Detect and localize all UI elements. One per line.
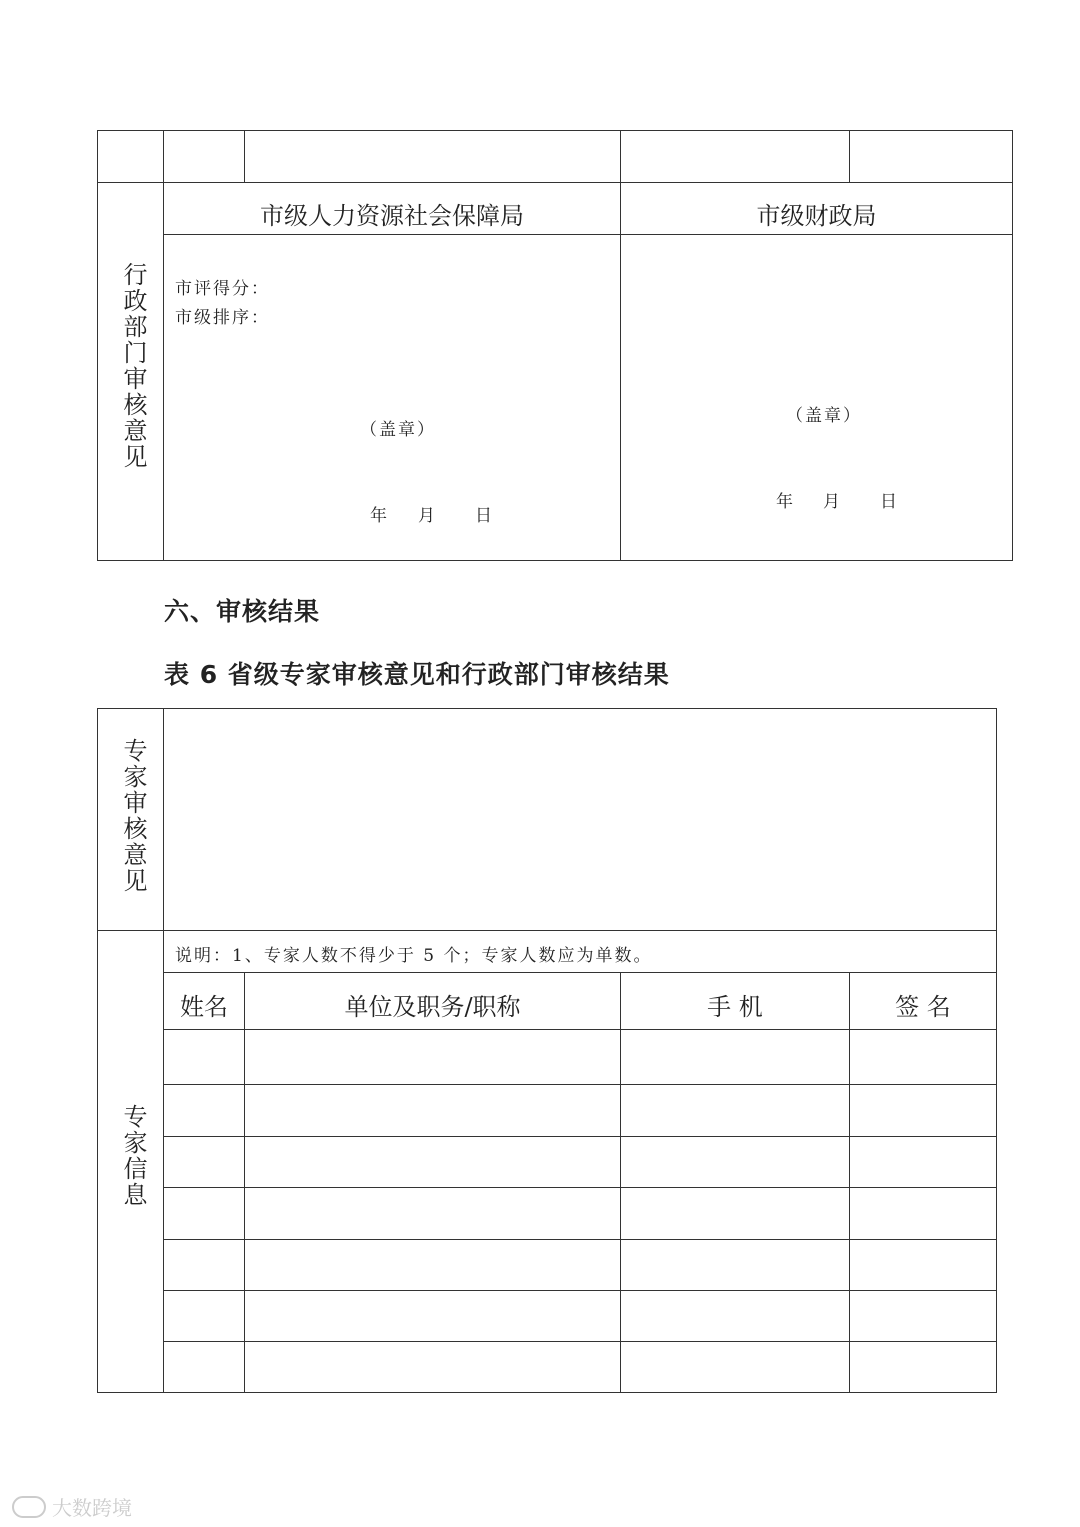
expert-note: 说明：1、专家人数不得少于 5 个；专家人数应为单数。 — [175, 946, 653, 966]
city-score-label: 市评得分： — [175, 279, 270, 299]
table6-title: 表 6 省级专家审核意见和行政部门审核结果 — [164, 660, 670, 689]
watermark-logo-icon — [12, 1496, 46, 1518]
expert-opinion-label: 专家审核意见 — [119, 738, 147, 894]
watermark: 大数跨境 — [12, 1492, 132, 1521]
admin-review-label: 行政部门审核意见 — [119, 262, 147, 470]
seal-left: （盖章） — [360, 420, 436, 440]
expert-info-label: 专家信息 — [119, 1104, 147, 1208]
col-signature: 签 名 — [895, 993, 951, 1021]
section-heading: 六、审核结果 — [164, 597, 321, 626]
col-name: 姓名 — [180, 993, 228, 1021]
seal-right: （盖章） — [786, 406, 862, 426]
col-unit-title: 单位及职务/职称 — [344, 993, 521, 1021]
finance-bureau-header: 市级财政局 — [756, 202, 877, 230]
city-rank-label: 市级排序： — [175, 308, 270, 328]
col-phone: 手 机 — [707, 993, 763, 1021]
hr-bureau-header: 市级人力资源社会保障局 — [260, 202, 524, 230]
